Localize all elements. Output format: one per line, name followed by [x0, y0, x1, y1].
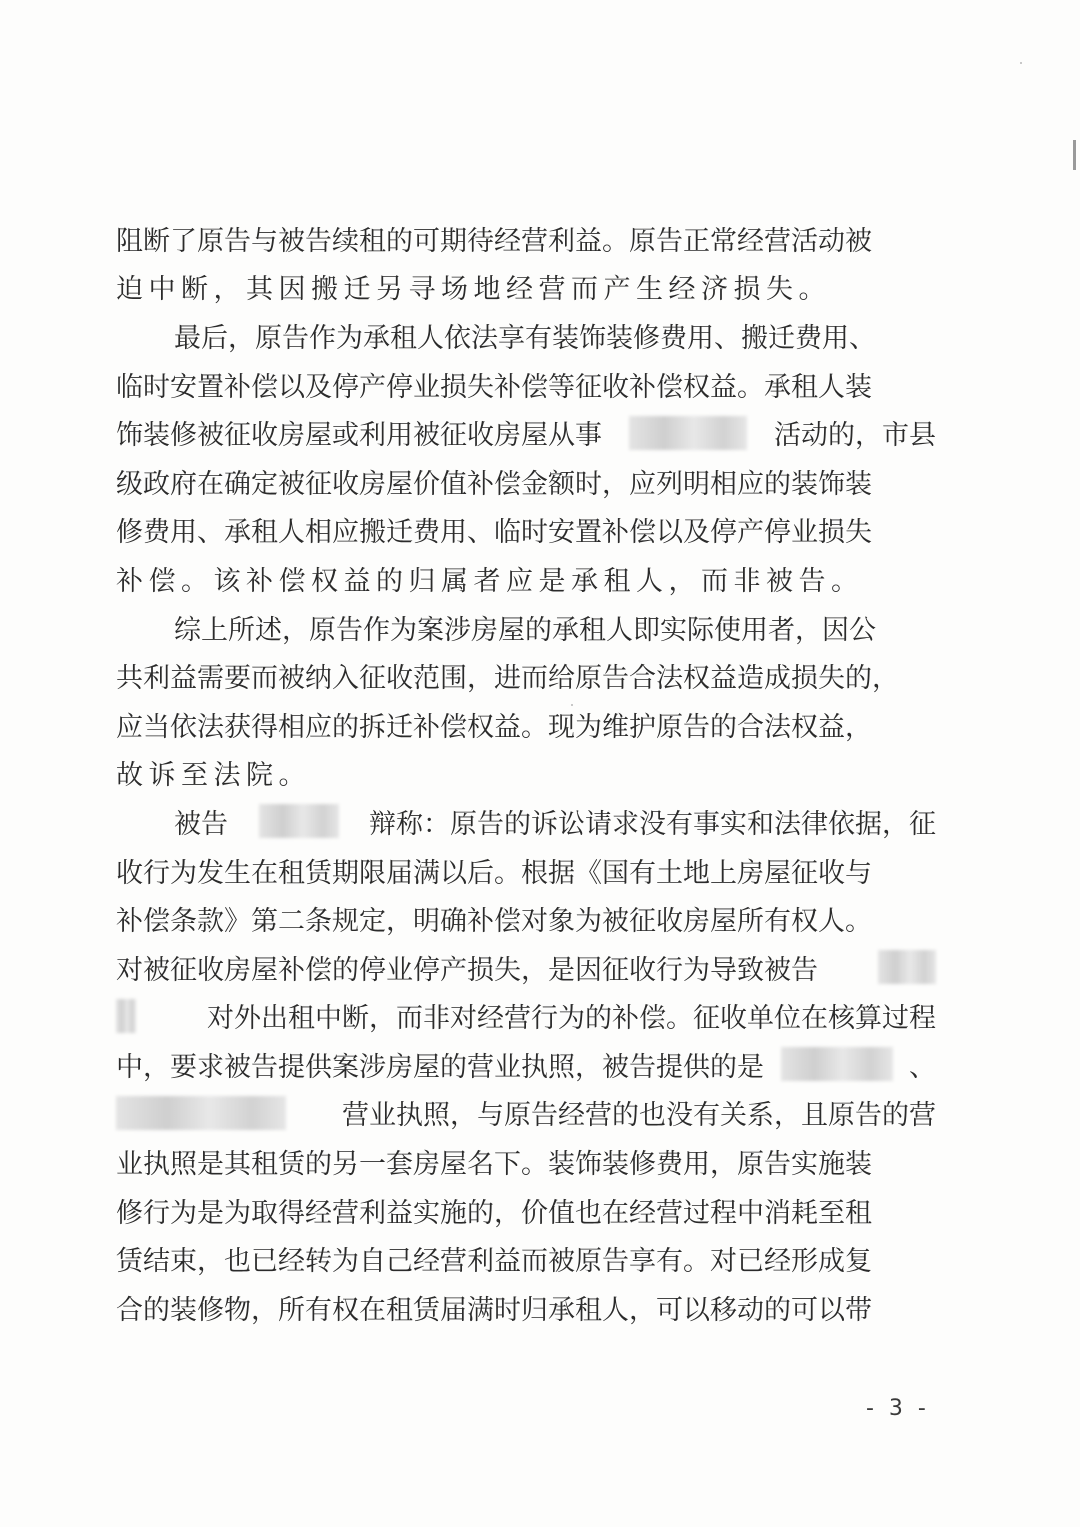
- line-text: 、: [909, 1051, 936, 1083]
- redaction-block: [116, 1096, 286, 1130]
- line-text: 故诉至法院。: [116, 760, 311, 792]
- text-line: [116, 700, 936, 749]
- line-text: 营业执照，与原告经营的也没有关系，且原告的营: [342, 1100, 936, 1132]
- line-text: 对被征收房屋补偿的停业停产损失，是因征收行为导致被告: [116, 954, 818, 986]
- line-text: 对外出租中断，而非对经营行为的补偿。征收单位在核算过程: [207, 1003, 936, 1035]
- text-line: [116, 1040, 936, 1089]
- line-text: 中，要求被告提供案涉房屋的营业执照，被告提供的是: [116, 1051, 764, 1083]
- line-text: 共利益需要而被纳入征收范围，进而给原告合法权益造成损失的，: [116, 663, 899, 695]
- line-text: 修行为是为取得经营利益实施的，价值也在经营过程中消耗至租: [116, 1197, 872, 1229]
- line-text: 迫中断，其因搬迁另寻场地经营而产生经济损失。: [116, 274, 831, 306]
- line-text: 辩称：原告的诉讼请求没有事实和法律依据，征: [369, 808, 936, 840]
- text-line: [116, 1234, 936, 1283]
- document-body: [116, 214, 936, 1332]
- text-line: [116, 797, 936, 846]
- text-line: [116, 311, 936, 360]
- line-text: 收行为发生在租赁期限届满以后。根据《国有土地上房屋征收与: [116, 857, 872, 889]
- text-line: [116, 263, 936, 312]
- text-line: [116, 214, 936, 263]
- text-line: [116, 603, 936, 652]
- text-line: [116, 1137, 936, 1186]
- line-text: 补偿。该补偿权益的归属者应是承租人，而非被告。: [116, 565, 864, 597]
- line-text: 最后，原告作为承租人依法享有装饰装修费用、搬迁费用、: [174, 322, 876, 354]
- redaction-block: [259, 804, 339, 838]
- page-number: - 3 -: [866, 1396, 930, 1421]
- line-text: 修费用、承租人相应搬迁费用、临时安置补偿以及停产停业损失: [116, 517, 872, 549]
- line-text: 综上所述，原告作为案涉房屋的承租人即实际使用者，因公: [174, 614, 876, 646]
- text-line: [116, 651, 936, 700]
- redaction-block: [116, 999, 136, 1033]
- text-line: [116, 749, 936, 798]
- text-line: [116, 894, 936, 943]
- text-line: [116, 457, 936, 506]
- line-text: 合的装修物，所有权在租赁届满时归承租人，可以移动的可以带: [116, 1294, 872, 1326]
- line-text: 临时安置补偿以及停产停业损失补偿等征收补偿权益。承租人装: [116, 371, 872, 403]
- line-text: 阻断了原告与被告续租的可期待经营利益。原告正常经营活动被: [116, 225, 872, 257]
- text-line: [116, 1186, 936, 1235]
- text-line: [116, 506, 936, 555]
- text-line: [116, 360, 936, 409]
- scan-edge-mark: [1073, 140, 1076, 170]
- text-line: [116, 846, 936, 895]
- redaction-block: [878, 950, 936, 984]
- text-line: [116, 1283, 936, 1332]
- line-text: 饰装修被征收房屋或利用被征收房屋从事: [116, 420, 602, 452]
- text-line: [116, 992, 936, 1041]
- redaction-block: [781, 1047, 893, 1081]
- text-line: [116, 408, 936, 457]
- line-text: 业执照是其租赁的另一套房屋名下。装饰装修费用，原告实施装: [116, 1149, 872, 1181]
- line-text: 被告: [174, 808, 228, 840]
- text-line: [116, 1089, 936, 1138]
- line-text: 应当依法获得相应的拆迁补偿权益。现为维护原告的合法权益，: [116, 711, 872, 743]
- text-line: [116, 943, 936, 992]
- line-text: 赁结束，也已经转为自己经营利益而被原告享有。对已经形成复: [116, 1246, 872, 1278]
- redaction-block: [629, 416, 747, 450]
- text-line: [116, 554, 936, 603]
- line-text: 补偿条款》第二条规定，明确补偿对象为被征收房屋所有权人。: [116, 906, 872, 938]
- scan-speck: [1020, 62, 1022, 64]
- line-text: 级政府在确定被征收房屋价值补偿金额时，应列明相应的装饰装: [116, 468, 872, 500]
- line-text: 活动的，市县: [774, 420, 936, 452]
